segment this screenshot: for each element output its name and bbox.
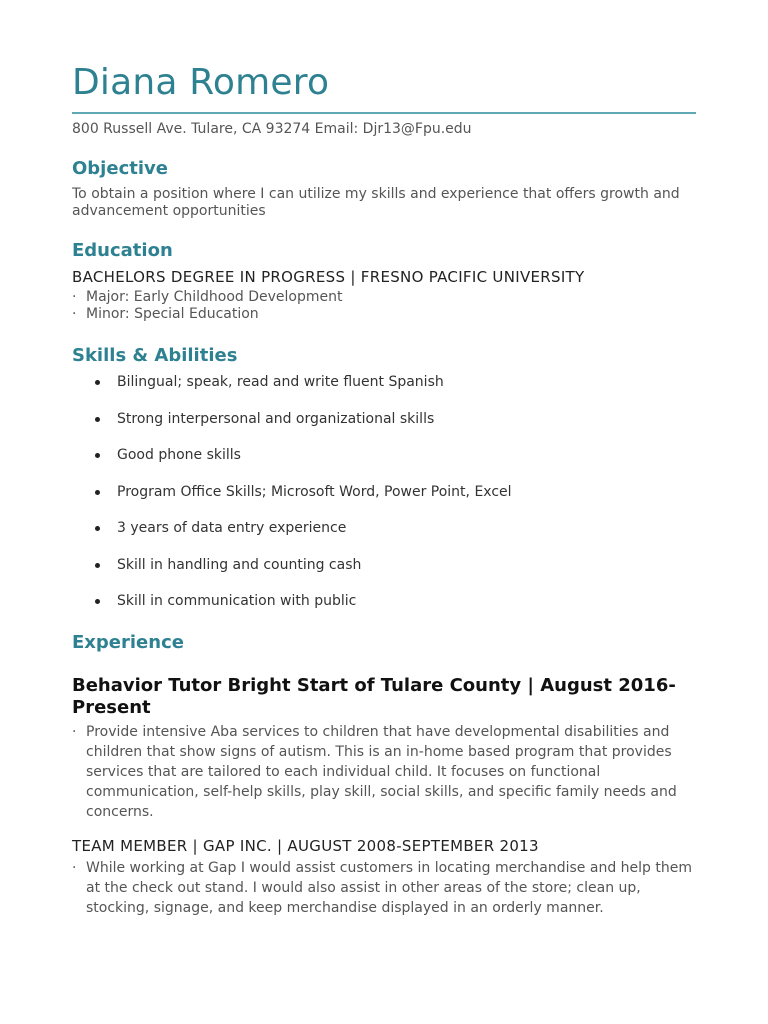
objective-heading: Objective: [72, 158, 168, 179]
job-description: · While working at Gap I would assist customers in locating merchandise and help them at the check out stand. I would also assist in other areas of the store; clean up, stocking, signage, and keep merchandise displayed in an orderly manner.: [72, 858, 692, 918]
education-list: [72, 289, 343, 323]
list-item: Skill in handling and counting cash: [95, 557, 512, 594]
job-title-behavior-tutor: Behavior Tutor Bright Start of Tulare County | August 2016-Present: [72, 675, 676, 718]
job-description: · Provide intensive Aba services to children that have developmental disabilities and children that show signs of autism. This is an in-home based program that provides services that are tailored to each individual child. It focuses on functional communication, self-help skills, play skill, social skills, and specific family needs and concerns.: [72, 722, 692, 822]
list-item: Strong interpersonal and organizational skills: [95, 411, 512, 448]
list-item: · Minor: Special Education: [72, 306, 343, 323]
contact-info: 800 Russell Ave. Tulare, CA 93274 Email: Djr13@Fpu.edu: [72, 121, 472, 137]
objective-text: To obtain a position where I can utilize my skills and experience that offers growth and advancement opportunities: [72, 186, 680, 219]
skills-list: [95, 374, 512, 630]
list-item: Skill in communication with public: [95, 593, 512, 630]
job-title-gap: TEAM MEMBER | GAP INC. | AUGUST 2008-SEPTEMBER 2013: [72, 837, 539, 855]
list-item: Bilingual; speak, read and write fluent Spanish: [95, 374, 512, 411]
list-item: · Major: Early Childhood Development: [72, 289, 343, 306]
candidate-name: Diana Romero: [72, 62, 330, 103]
job-description-list: [72, 858, 692, 918]
list-item: Good phone skills: [95, 447, 512, 484]
education-heading: Education: [72, 240, 173, 261]
skills-heading: Skills & Abilities: [72, 345, 238, 366]
header-divider: [72, 112, 696, 114]
experience-heading: Experience: [72, 632, 184, 653]
education-degree: BACHELORS DEGREE IN PROGRESS | FRESNO PACIFIC UNIVERSITY: [72, 268, 585, 286]
list-item: 3 years of data entry experience: [95, 520, 512, 557]
list-item: Program Office Skills; Microsoft Word, Power Point, Excel: [95, 484, 512, 521]
job-description-list: [72, 722, 692, 822]
